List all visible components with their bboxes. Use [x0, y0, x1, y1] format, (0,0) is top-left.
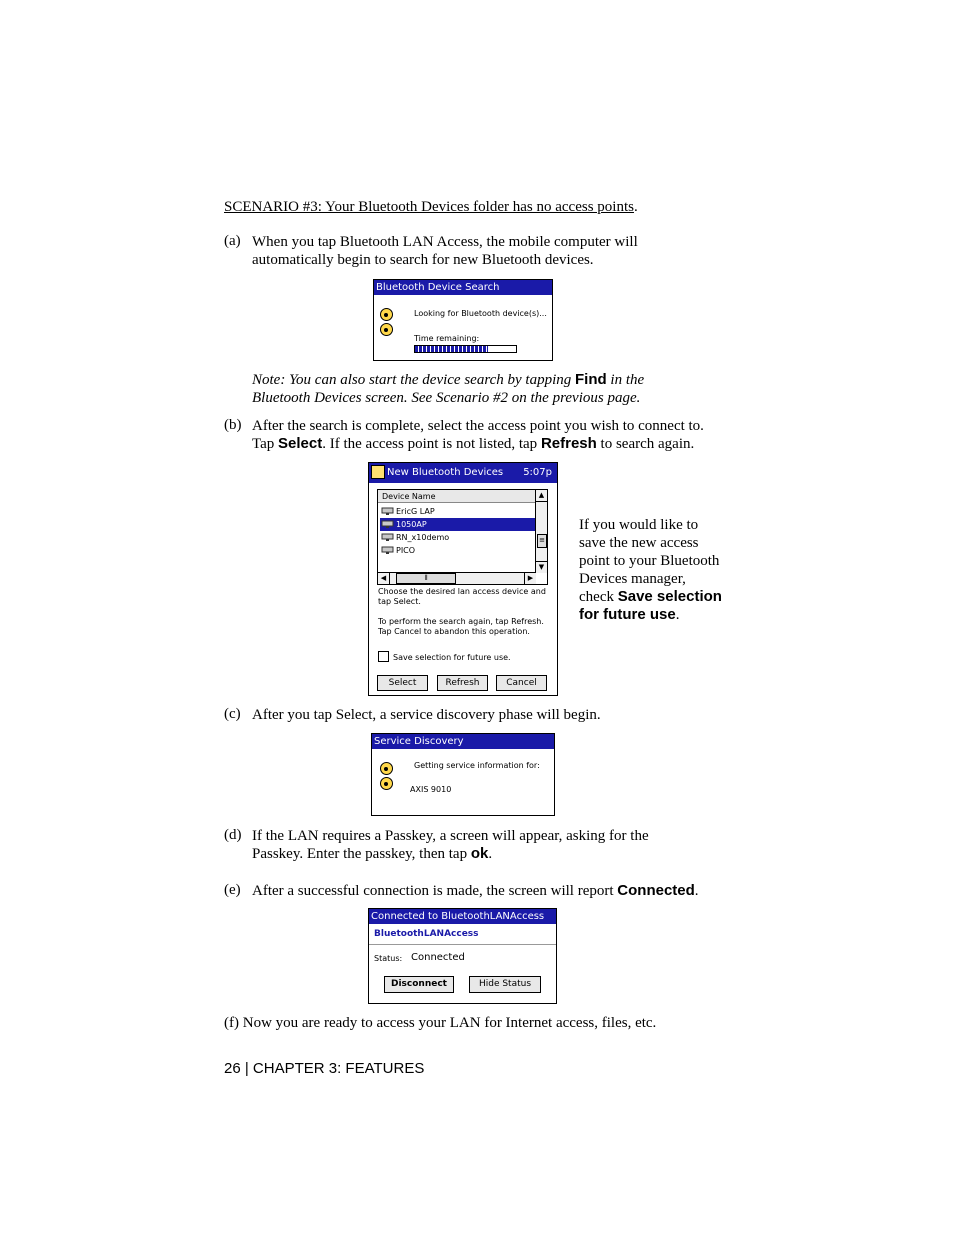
screen-title: New Bluetooth Devices — [387, 467, 504, 478]
step-d-label: (d) — [224, 827, 242, 843]
connected-status-dialog — [368, 908, 557, 1004]
connected-keyword: Connected — [617, 882, 695, 899]
scenario-heading: SCENARIO #3: Your Bluetooth Devices folder has no access points. — [224, 199, 638, 215]
dialog-title-bar: Bluetooth Device Search — [374, 280, 552, 295]
cancel-button[interactable]: Cancel — [496, 675, 547, 691]
ok-keyword: ok — [470, 845, 489, 862]
time-remaining-label: Time remaining: — [414, 334, 480, 343]
scroll-right-icon[interactable]: ▶ — [524, 573, 536, 584]
save-selection-label: Save selection for future use. — [393, 653, 511, 662]
refresh-keyword: Refresh — [540, 435, 597, 452]
horizontal-scroll-thumb[interactable]: ⦀ — [396, 573, 456, 584]
scroll-thumb[interactable]: ≡ — [537, 534, 547, 548]
device-list-item[interactable]: EricG LAP — [380, 505, 535, 518]
step-f-text: (f) Now you are ready to access your LAN for Internet access, files, etc. — [224, 1015, 657, 1031]
scroll-down-icon[interactable]: ▼ — [536, 561, 547, 573]
dialog-title-bar: Service Discovery — [372, 734, 554, 749]
step-b-label: (b) — [224, 417, 242, 433]
step-e-text: After a successful connection is made, the screen will report Connected. — [252, 882, 699, 899]
start-menu-icon[interactable] — [371, 465, 385, 479]
search-progress-fill — [415, 346, 488, 352]
device-name-column-header[interactable]: Device Name — [378, 490, 535, 503]
service-device-name: AXIS 9010 — [410, 785, 452, 794]
step-c-text: After you tap Select, a service discovery phase will begin. — [252, 707, 601, 723]
device-list-item[interactable]: RN_x10demo — [380, 531, 535, 544]
hide-status-button[interactable]: Hide Status — [469, 976, 541, 993]
page-footer: 26 | CHAPTER 3: FEATURES — [224, 1060, 425, 1077]
device-list-item[interactable]: 1050AP — [380, 518, 535, 531]
lan-device-icon — [381, 533, 394, 542]
lan-device-icon — [381, 507, 394, 516]
step-a-text: When you tap Bluetooth LAN Access, the mobile computer will automatically begin to search for new Bluetooth devices. — [252, 234, 638, 268]
dialog-title-bar: Connected to BluetoothLANAccess — [369, 909, 556, 924]
disconnect-button[interactable]: Disconnect — [384, 976, 454, 993]
select-keyword: Select — [278, 435, 323, 452]
scroll-up-icon[interactable]: ▲ — [536, 490, 547, 502]
step-a-label: (a) — [224, 233, 241, 249]
status-value: Connected — [411, 952, 465, 963]
device-list[interactable] — [377, 489, 548, 585]
connection-name: BluetoothLANAccess — [369, 924, 556, 945]
lan-device-icon — [381, 520, 394, 529]
instructions: Choose the desired lan access device and tap Select. To perform the search again, tap Refresh. Tap Cancel to abandon this operation. — [378, 587, 546, 636]
side-note: If you would like to save the new access point to your Bluetooth Devices manager, check Save selection for future use. — [579, 517, 722, 623]
step-b-text: After the search is complete, select the access point you wish to connect to. Tap Select. If the access point is not listed, tap Refresh to search again. — [252, 418, 704, 452]
status-label: Status: — [374, 954, 403, 963]
device-list-item[interactable]: PICO — [380, 544, 535, 557]
scroll-left-icon[interactable]: ◀ — [378, 573, 390, 584]
screen-title-bar — [369, 463, 557, 483]
bluetooth-device-search-dialog — [373, 279, 553, 361]
refresh-button[interactable]: Refresh — [437, 675, 488, 691]
search-message: Looking for Bluetooth device(s)... — [414, 309, 547, 318]
searching-eyes-icon — [380, 762, 406, 774]
service-message: Getting service information for: — [414, 761, 540, 770]
searching-eyes-icon — [380, 308, 406, 320]
clock: 5:07p — [523, 467, 552, 478]
new-bluetooth-devices-screen — [368, 462, 558, 696]
vertical-scrollbar[interactable] — [535, 490, 547, 573]
step-d-text: If the LAN requires a Passkey, a screen will appear, asking for the Passkey. Enter the passkey, then tap ok. — [252, 828, 649, 862]
horizontal-scrollbar[interactable] — [378, 572, 536, 584]
find-keyword: Find — [575, 371, 607, 388]
service-discovery-dialog — [371, 733, 555, 816]
note: Note: You can also start the device search by tapping Find in the Bluetooth Devices screen. See Scenario #2 on the previous page. — [252, 371, 645, 406]
step-c-label: (c) — [224, 706, 241, 722]
step-e-label: (e) — [224, 882, 241, 898]
search-progress-bar — [414, 345, 517, 353]
select-button[interactable]: Select — [377, 675, 428, 691]
lan-device-icon — [381, 546, 394, 555]
save-selection-checkbox[interactable] — [378, 651, 389, 662]
